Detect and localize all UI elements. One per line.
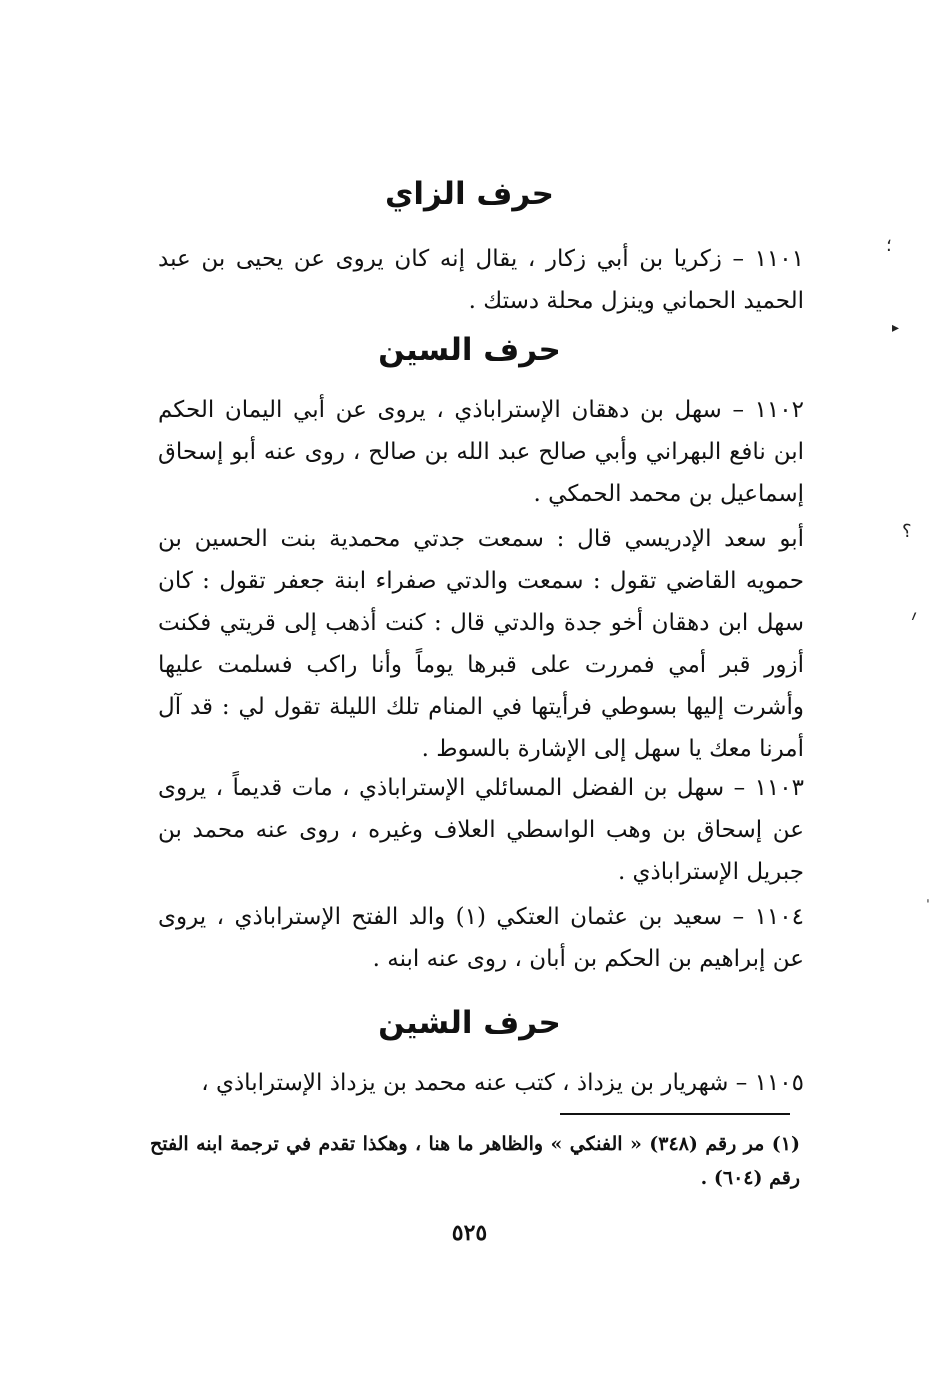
idrisi-narration: أبو سعد الإدريسي قال : سمعت جدتي محمدية بنت الحسين بن حمويه القاضي تقول : سمعت والدتي صفراء ابنة جعفر تقول : كان سهل ابن دهقان أخو جدة والدتي قال : كنت أذهب إلى قريتي فكنت أزور قبر أمي فمررت على قبرها يوماً وأنا راكب فسلمت عليها وأشرت إليها بسوطي فرأيتها في المنام تلك الليلة تقول لي : قد آل أمرنا معك يا سهل إلى الإشارة بالسوط . bbox=[158, 526, 804, 762]
margin-mark-b: ▸ bbox=[892, 320, 900, 336]
entry-1102: ١١٠٢ – سهل بن دهقان الإستراباذي ، يروى عن أبي اليمان الحكم ابن نافع البهراني وأبي صالح عبد الله بن صالح ، روى عنه أبو إسحاق إسماعيل بن محمد الحمكي . bbox=[158, 397, 804, 507]
footnote-1: (١) مر رقم (٣٤٨) « الفنكي » والظاهر ما هنا ، وهكذا تقدم في ترجمة ابنه الفتح رقم (٦٠٤) . bbox=[150, 1133, 800, 1189]
page-number: ٥٢٥ bbox=[451, 1220, 488, 1246]
entry-1105: ١١٠٥ – شهريار بن يزداذ ، كتب عنه محمد بن يزداذ الإستراباذي ، bbox=[201, 1070, 804, 1096]
margin-mark-e: ˈ bbox=[926, 898, 930, 914]
margin-mark-d: ؍ bbox=[910, 608, 919, 624]
section-heading-zay: حرف الزاي bbox=[384, 176, 555, 212]
entry-1104: ١١٠٤ – سعيد بن عثمان العتكي (١) والد الفتح الإستراباذي ، يروى عن إبراهيم بن الحكم بن أبان ، روى عنه ابنه . bbox=[158, 904, 804, 972]
section-heading-sin: حرف السين bbox=[378, 332, 561, 368]
footnote-divider bbox=[560, 1113, 790, 1115]
margin-mark-a: ؛ bbox=[886, 235, 892, 256]
section-heading-shin: حرف الشين bbox=[378, 1005, 561, 1041]
entry-1103: ١١٠٣ – سهل بن الفضل المسائلي الإستراباذي ، مات قديماً ، يروى عن إسحاق بن وهب الواسطي العلاف وغيره ، روى عنه محمد بن جبريل الإستراباذي . bbox=[158, 775, 804, 885]
entry-1101: ١١٠١ – زكريا بن أبي زكار ، يقال إنه كان يروى عن يحيى بن عبد الحميد الحماني وينزل محلة دستك . bbox=[158, 246, 804, 314]
margin-mark-c: ؟ bbox=[902, 521, 912, 542]
